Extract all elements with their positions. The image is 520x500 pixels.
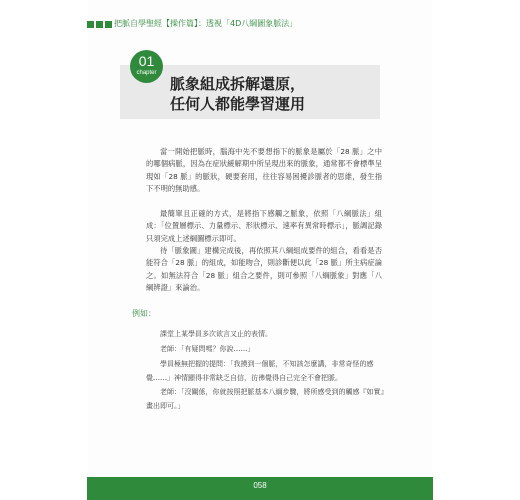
chapter-title-line2: 任何人都能學習運用 (170, 95, 306, 113)
chapter-title (170, 74, 305, 114)
page-number: 058 (253, 481, 267, 490)
header-text: 把脈自學聖經【操作篇】：透視「4D八綱圖象脈法」 (114, 19, 298, 28)
chapter-word: chapter (136, 70, 157, 76)
chapter-number: 01 (138, 53, 155, 69)
chapter-badge (130, 50, 163, 83)
example-line-2: 老師：「有疑問嗎？你說……」 (160, 345, 255, 353)
example-line-3: 學員極無把握的提問：「我摸到一個脈，不知該怎麼講，非常奇怪的感覺……」神情顯得非常缺乏自信，彷彿覺得自己完全不會把脈。 (146, 360, 374, 382)
example-line-1: 課堂上某學員多次欲言又止的表情。 (160, 330, 272, 338)
header-square-icon (105, 21, 112, 28)
body-paragraph-2: 最簡單且正確的方式，是將指下感觸之脈象，依照「八綱脈法」組成：「位置層標示、力量標示、形狀標示、速率有異常時標示」，脈調記錄只須完成上述綱圖標示即可。 (146, 209, 382, 243)
example-label: 例如： (132, 309, 156, 318)
body-paragraph-3: 待「脈象圖」建構完成後，再依照其八綱組成要件的組合，看看是否能符合「28 脈」的組成，如能吻合，則診斷便以此「28 脈」所主病症論之。如無法符合「28 脈」組合之要件，則可參照「八綱脈象」對應「八綱辨證」來論治。 (146, 246, 382, 292)
example-line-4: 老師：「沒關係，你就按照把脈基本八綱步驟，將所感受到的觸感『如實』畫出即可。」 (146, 388, 384, 410)
footer-bar (87, 477, 433, 500)
chapter-title-line1: 脈象組成拆解還原， (170, 75, 306, 93)
header-square-icon (87, 21, 94, 28)
body-paragraph-1: 當一開始把脈時，腦海中先不要想指下的脈象是屬於「28 脈」之中的哪個病脈，因為在症狀緩解期中所呈現出來的脈象，通常都不會標準呈現如「28 脈」的脈狀，硬要套用，往往容易困擾診脈者的思維，發生指下不明的無助感。 (146, 147, 382, 193)
header-square-icon (96, 21, 103, 28)
running-header (87, 18, 433, 32)
